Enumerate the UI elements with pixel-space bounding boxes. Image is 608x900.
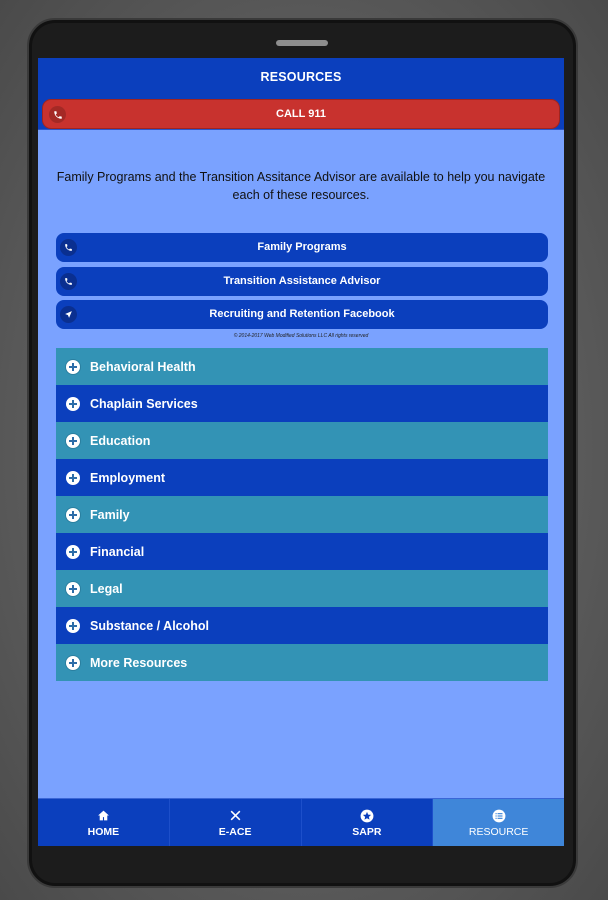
call-911-button[interactable]: [42, 99, 560, 129]
copyright-text: © 2014-2017 Web Modified Solutions LLC All rights reserved: [233, 333, 369, 339]
plus-icon: [66, 656, 80, 670]
accordion-item-education[interactable]: [56, 422, 548, 459]
resource-accordion: [56, 348, 548, 681]
home-icon: [97, 808, 110, 824]
navigate-arrow-icon: [60, 306, 77, 323]
nav-home[interactable]: [38, 799, 170, 846]
intro-text: Family Programs and the Transition Assitance Advisor are available to help you navigate each of these resources.: [56, 170, 546, 202]
list-icon: [492, 808, 506, 824]
accordion-item-behavioral-health[interactable]: [56, 348, 548, 385]
plus-icon: [66, 582, 80, 596]
phone-icon: [60, 273, 77, 290]
phone-icon: [60, 239, 77, 256]
accordion-item-substance-alcohol[interactable]: [56, 607, 548, 644]
recruiting-retention-facebook-button[interactable]: [56, 300, 548, 329]
accordion-label: Behavioral Health: [90, 359, 196, 374]
plus-icon: [66, 508, 80, 522]
accordion-item-employment[interactable]: [56, 459, 548, 496]
header-bar: [38, 58, 564, 130]
transition-assistance-advisor-button[interactable]: [56, 267, 548, 296]
page-title: RESOURCES: [260, 70, 342, 84]
close-x-icon: [229, 808, 242, 824]
nav-label: SAPR: [352, 825, 382, 838]
transition-assistance-advisor-label: Transition Assistance Advisor: [223, 275, 381, 287]
app-screen: [38, 58, 564, 846]
accordion-label: Family: [90, 507, 130, 522]
plus-icon: [66, 434, 80, 448]
family-programs-label: Family Programs: [257, 241, 347, 253]
bottom-nav: [38, 798, 564, 846]
accordion-label: Legal: [90, 581, 123, 596]
star-icon: [360, 808, 374, 824]
accordion-label: Education: [90, 433, 151, 448]
plus-icon: [66, 545, 80, 559]
plus-icon: [66, 471, 80, 485]
plus-icon: [66, 360, 80, 374]
accordion-label: Substance / Alcohol: [90, 618, 210, 633]
family-programs-button[interactable]: [56, 233, 548, 262]
plus-icon: [66, 619, 80, 633]
accordion-item-chaplain-services[interactable]: [56, 385, 548, 422]
accordion-label: Chaplain Services: [90, 396, 198, 411]
nav-label: HOME: [87, 825, 120, 838]
call-911-label: CALL 911: [276, 108, 326, 120]
accordion-item-financial[interactable]: [56, 533, 548, 570]
nav-resource[interactable]: [433, 799, 564, 846]
accordion-label: Employment: [90, 470, 166, 485]
nav-label: E-ACE: [218, 825, 252, 838]
accordion-item-family[interactable]: [56, 496, 548, 533]
device-speaker: [276, 40, 328, 46]
accordion-item-more-resources[interactable]: [56, 644, 548, 681]
nav-sapr[interactable]: [302, 799, 434, 846]
nav-e-ace[interactable]: [170, 799, 302, 846]
plus-icon: [66, 397, 80, 411]
nav-label: RESOURCE: [468, 825, 529, 838]
phone-icon: [49, 106, 66, 123]
recruiting-retention-facebook-label: Recruiting and Retention Facebook: [209, 308, 395, 320]
accordion-label: Financial: [90, 544, 145, 559]
accordion-label: More Resources: [90, 655, 188, 670]
accordion-item-legal[interactable]: [56, 570, 548, 607]
